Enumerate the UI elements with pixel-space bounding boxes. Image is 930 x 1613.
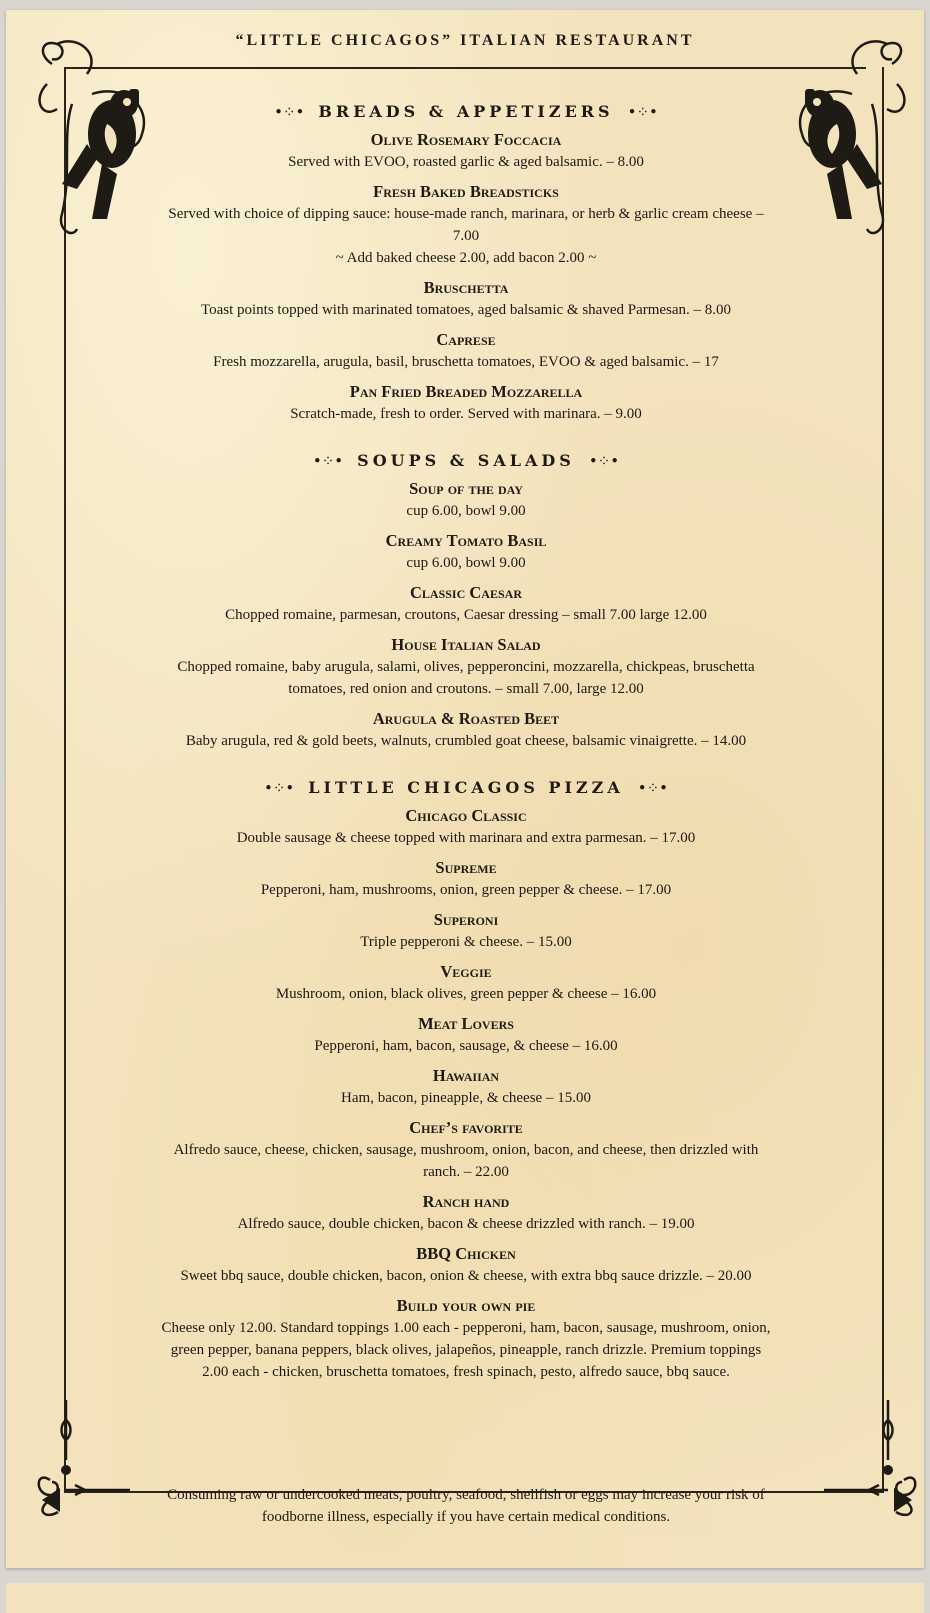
menu-item-name: Hawaiian: [432, 1066, 500, 1085]
menu-item-description: ~ Add baked cheese 2.00, add bacon 2.00 ~: [335, 250, 597, 266]
ornament-right-icon: •⁘•: [637, 778, 669, 797]
menu-item-name: Meat Lovers: [418, 1014, 514, 1033]
ornament-left-icon: •⁘•: [274, 102, 305, 121]
menu-item-description: Pepperoni, ham, mushrooms, onion, green pepper & cheese. – 17.00: [260, 882, 672, 898]
menu-item: [86, 530, 846, 574]
menu-item-name: Bruschetta: [423, 278, 509, 297]
disclaimer-line: Consuming raw or undercooked meats, poultry, seafood, shellfish or eggs may increase your risk of: [167, 1487, 765, 1503]
menu-item: [86, 857, 846, 901]
menu-item: [86, 181, 846, 269]
section-heading-text: BREADS & APPETIZERS: [318, 102, 614, 121]
menu-item: [86, 129, 846, 173]
menu-item-name: Creamy Tomato Basil: [385, 531, 547, 550]
border-top: [64, 67, 866, 69]
menu-item-name: Soup of the day: [409, 479, 523, 498]
menu-content: [86, 102, 846, 1383]
menu-item-name: Veggie: [440, 962, 492, 981]
menu-item: [86, 277, 846, 321]
ornament-right-icon: •⁘•: [588, 451, 620, 470]
menu-item: [86, 909, 846, 953]
menu-item-name: Supreme: [435, 858, 497, 877]
menu-item-description: Sweet bbq sauce, double chicken, bacon, onion & cheese, with extra bbq sauce drizzle. – 20.00: [180, 1268, 752, 1284]
menu-section: [86, 778, 846, 1383]
next-page-edge: [6, 1583, 924, 1613]
menu-item-description: 2.00 each - chicken, bruschetta tomatoes, fresh spinach, pesto, alfredo sauce, bbq sauce.: [202, 1364, 730, 1380]
menu-item-description: Toast points topped with marinated tomatoes, aged balsamic & shaved Parmesan. – 8.00: [200, 302, 732, 318]
menu-item: [86, 381, 846, 425]
section-heading-text: SOUPS & SALADS: [357, 451, 575, 470]
menu-item-description: Scratch-made, fresh to order. Served with marinara. – 9.00: [290, 406, 642, 422]
menu-item-description: cup 6.00, bowl 9.00: [406, 555, 526, 571]
menu-item-description: 7.00: [452, 228, 480, 244]
section-heading: [86, 451, 846, 470]
menu-item-name: Pan Fried Breaded Mozzarella: [349, 382, 583, 401]
menu-item-description: Fresh mozzarella, arugula, basil, bruschetta tomatoes, EVOO & aged balsamic. – 17: [213, 354, 719, 370]
menu-item: [86, 1065, 846, 1109]
menu-item-description: Ham, bacon, pineapple, & cheese – 15.00: [341, 1090, 591, 1106]
menu-item-description: cup 6.00, bowl 9.00: [406, 503, 526, 519]
menu-item: [86, 1243, 846, 1287]
section-heading: [86, 778, 846, 797]
menu-item-description: Cheese only 12.00. Standard toppings 1.00 each - pepperoni, ham, bacon, sausage, mushroom, onion,: [161, 1320, 771, 1336]
menu-item-name: Fresh Baked Breadsticks: [373, 182, 559, 201]
menu-item-name: Chef’s favorite: [409, 1118, 523, 1137]
menu-item-description: ranch. – 22.00: [423, 1164, 509, 1180]
menu-item: [86, 708, 846, 752]
menu-item: [86, 582, 846, 626]
menu-item-description: Served with EVOO, roasted garlic & aged balsamic. – 8.00: [288, 154, 644, 170]
section-heading: [86, 102, 846, 121]
menu-item-description: Double sausage & cheese topped with marinara and extra parmesan. – 17.00: [236, 830, 696, 846]
menu-item: [86, 478, 846, 522]
menu-item-name: House Italian Salad: [391, 635, 541, 654]
menu-item-description: Chopped romaine, baby arugula, salami, olives, pepperoncini, mozzarella, chickpeas, bruschetta: [177, 659, 755, 675]
border-right: [882, 67, 884, 1492]
menu-item-name: Classic Caesar: [410, 583, 522, 602]
menu-item-name: Chicago Classic: [405, 806, 527, 825]
section-heading-text: LITTLE CHICAGOS PIZZA: [308, 778, 624, 797]
health-disclaimer: [66, 1484, 866, 1528]
menu-item-name: Caprese: [436, 330, 496, 349]
menu-item-description: tomatoes, red onion and croutons. – small 7.00, large 12.00: [288, 681, 644, 697]
menu-item: [86, 634, 846, 700]
menu-item: [86, 1117, 846, 1183]
menu-item: [86, 805, 846, 849]
restaurant-title: “LITTLE CHICAGOS” ITALIAN RESTAURANT: [235, 32, 695, 49]
menu-item-name: Ranch hand: [422, 1192, 510, 1211]
menu-item: [86, 1013, 846, 1057]
menu-item-description: Mushroom, onion, black olives, green pepper & cheese – 16.00: [275, 986, 657, 1002]
menu-item-name: Olive Rosemary Foccacia: [370, 130, 562, 149]
menu-item-description: green pepper, banana peppers, black olives, jalapeños, pineapple, ranch drizzle. Premium toppings: [170, 1342, 762, 1358]
disclaimer-line: foodborne illness, especially if you have certain medical conditions.: [261, 1509, 671, 1525]
menu-section: [86, 451, 846, 752]
menu-item-name: Build your own pie: [396, 1296, 536, 1315]
menu-item-description: Alfredo sauce, cheese, chicken, sausage, mushroom, onion, bacon, and cheese, then drizzled with: [173, 1142, 759, 1158]
menu-item-description: Pepperoni, ham, bacon, sausage, & cheese – 16.00: [314, 1038, 618, 1054]
menu-item: [86, 1191, 846, 1235]
menu-item: [86, 1295, 846, 1383]
menu-item-name: Arugula & Roasted Beet: [372, 709, 560, 728]
ornament-right-icon: •⁘•: [627, 102, 658, 121]
menu-item-description: Alfredo sauce, double chicken, bacon & cheese drizzled with ranch. – 19.00: [237, 1216, 695, 1232]
menu-item-description: Chopped romaine, parmesan, croutons, Caesar dressing – small 7.00 large 12.00: [225, 607, 707, 623]
border-left: [64, 67, 66, 1492]
menu-section: [86, 102, 846, 425]
ornament-left-icon: •⁘•: [312, 451, 344, 470]
menu-item-name: Superoni: [433, 910, 499, 929]
menu-item-description: Baby arugula, red & gold beets, walnuts, crumbled goat cheese, balsamic vinaigrette. – 14.00: [185, 733, 747, 749]
menu-item: [86, 961, 846, 1005]
menu-item-name: BBQ Chicken: [416, 1244, 516, 1263]
menu-item-description: Served with choice of dipping sauce: house-made ranch, marinara, or herb & garlic cream cheese –: [168, 206, 764, 222]
ornament-left-icon: •⁘•: [263, 778, 295, 797]
menu-page: [6, 10, 924, 1568]
menu-item: [86, 329, 846, 373]
menu-item-description: Triple pepperoni & cheese. – 15.00: [360, 934, 572, 950]
